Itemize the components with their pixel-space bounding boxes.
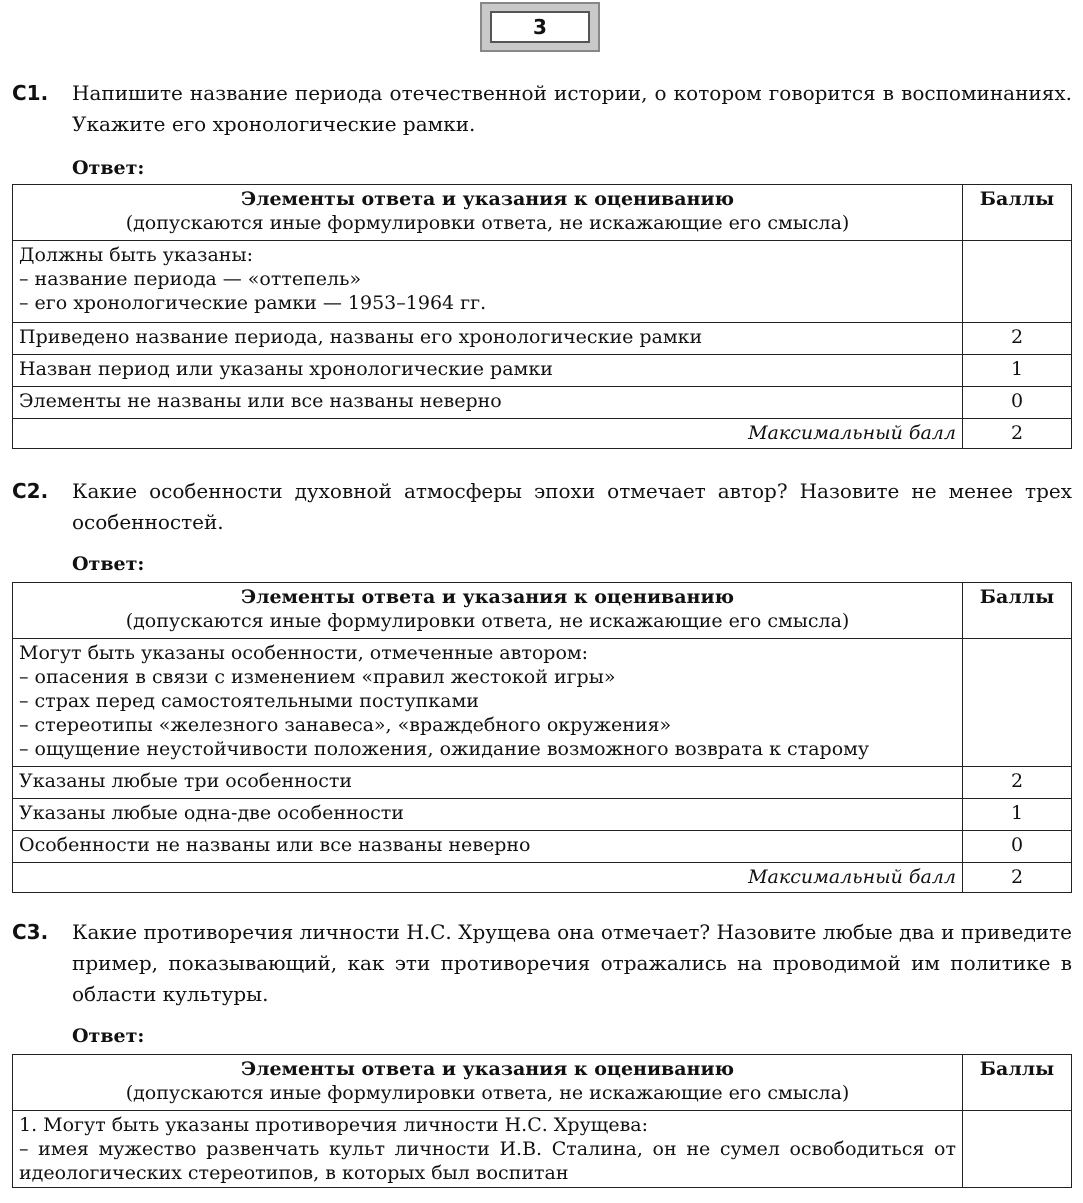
answer-label: Ответ: [72,553,145,575]
criterion-points: 1 [963,355,1072,387]
table-header-points: Баллы [963,1055,1072,1111]
page-number: 3 [490,11,590,43]
empty-points-cell [963,241,1072,323]
max-score-value: 2 [963,863,1072,893]
criterion-text: Особенности не названы или все названы неверно [13,831,963,863]
answer-content: 1. Могут быть указаны противоречия личности Н.С. Хрущева: – имея мужество развенчать культ личности И.В. Сталина, он не сумел освободиться от идеологических стереотипов, в которых был воспитан [13,1111,963,1188]
question-text: Какие противоречия личности Н.С. Хрущева она отмечает? Назовите любые два и приведите пример, показывающий, как эти противоречия отражались на проводимой им политике в области культуры. [72,920,1072,1006]
max-score-value: 2 [963,419,1072,449]
table-header-elements: Элементы ответа и указания к оцениванию (допускаются иные формулировки ответа, не искажающие его смысла) [13,583,963,639]
page-number-box [480,2,600,52]
question-number: С3. [12,920,49,944]
max-score-label: Максимальный балл [13,863,963,893]
criterion-points: 0 [963,831,1072,863]
question-text: Какие особенности духовной атмосферы эпохи отмечает автор? Назовите не менее трех особенностей. [72,479,1072,534]
grading-table-c1 [12,184,1072,449]
question-text: Напишите название периода отечественной истории, о котором говорится в воспоминаниях. Укажите его хронологические рамки. [72,81,1072,136]
empty-points-cell [963,639,1072,767]
grading-table-c2 [12,582,1072,893]
question-number: С1. [12,81,49,105]
question-number: С2. [12,479,49,503]
answer-label: Ответ: [72,1025,145,1047]
criterion-text: Приведено название периода, названы его хронологические рамки [13,323,963,355]
question-c2 [12,476,1072,538]
question-c1 [12,78,1072,140]
question-c3 [12,917,1072,1010]
criterion-points: 1 [963,799,1072,831]
criterion-text: Указаны любые три особенности [13,767,963,799]
empty-points-cell [963,1111,1072,1188]
answer-label: Ответ: [72,157,145,179]
table-header-points: Баллы [963,583,1072,639]
answer-content: Должны быть указаны: – название периода — «оттепель» – его хронологические рамки — 1953–1964 гг. [13,241,963,323]
criterion-text: Указаны любые одна-две особенности [13,799,963,831]
table-header-points: Баллы [963,185,1072,241]
table-header-elements: Элементы ответа и указания к оцениванию (допускаются иные формулировки ответа, не искажающие его смысла) [13,185,963,241]
criterion-points: 2 [963,323,1072,355]
criterion-points: 0 [963,387,1072,419]
criterion-text: Назван период или указаны хронологические рамки [13,355,963,387]
answer-content: Могут быть указаны особенности, отмеченные автором: – опасения в связи с изменением «правил жестокой игры» – страх перед самостоятельными поступками – стереотипы «железного занавеса», «враждебного окружения» – ощущение неустойчивости положения, ожидание возможного возврата к старому [13,639,963,767]
grading-table-c3 [12,1054,1072,1188]
table-header-elements: Элементы ответа и указания к оцениванию (допускаются иные формулировки ответа, не искажающие его смысла) [13,1055,963,1111]
max-score-label: Максимальный балл [13,419,963,449]
criterion-points: 2 [963,767,1072,799]
criterion-text: Элементы не названы или все названы неверно [13,387,963,419]
